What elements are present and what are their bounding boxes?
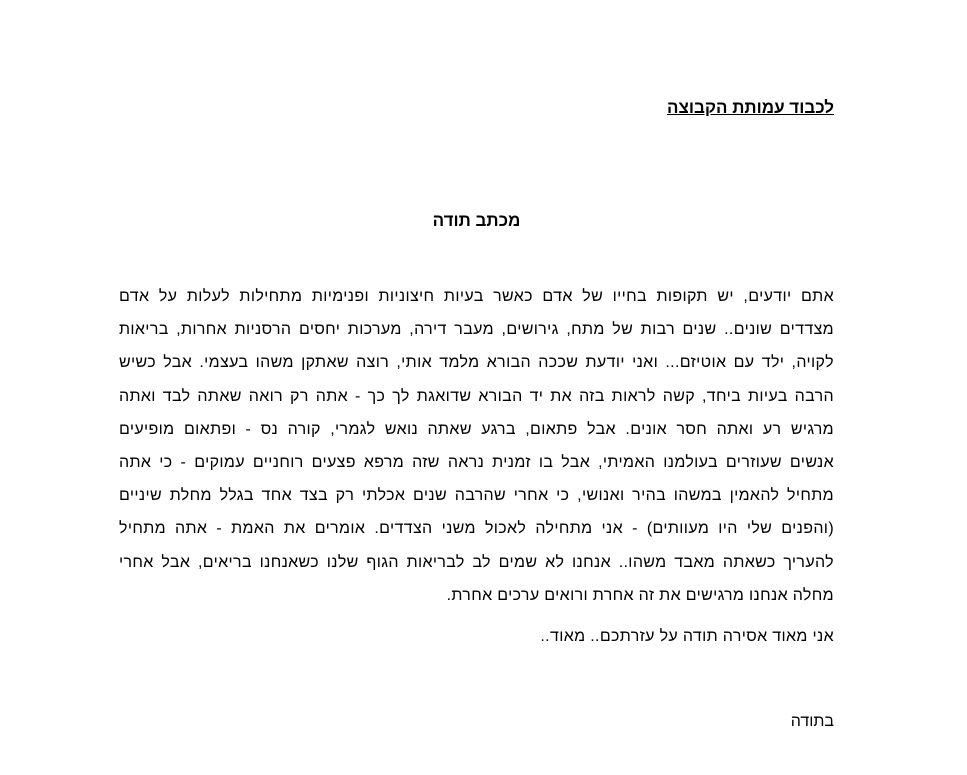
body-line: (והפנים שלי היו מעוותים) - אני מתחילה לאכול משני הצדדים. אומרים את האמת - אתה מתחיל <box>119 520 834 538</box>
letter-addressee: לכבוד עמותת הקבוצה <box>667 98 834 117</box>
body-line: מרגיש רע ואתה חסר אונים. אבל פתאום, ברגע שאתה נואש לגמרי, קורה נס - ופתאום מופיעים <box>119 420 834 438</box>
body-line: מצדדים שונים.. שנים רבות של מתח, גירושים, מעבר דירה, מערכות יחסים הרסניות אחרות, בריאות <box>119 321 834 339</box>
letter-title: מכתב תודה <box>432 211 521 230</box>
body-line: אנשים שעוזרים בעולמנו האמיתי, אבל בו זמנית נראה שזה מרפא פצעים רוחניים עמוקים - כי אתה <box>119 453 834 471</box>
letter-closing-line: אני מאוד אסירה תודה על עזרתכם.. מאוד.. <box>540 628 834 645</box>
body-line: לקויה, ילד עם אוטיזם... ואני יודעת שככה הבורא מלמד אותי, רוצה שאתקן משהו בעצמי. אבל כשיש <box>119 354 834 372</box>
body-line: אתם יודעים, יש תקופות בחייו של אדם כאשר בעיות חיצוניות ופנימיות מתחילות לעלות על אדם <box>119 288 834 305</box>
body-line: מתחיל להאמין במשהו בהיר ואנושי, כי אחרי שהרבה שנים אכלתי רק בצד אחד בגלל מחלת שיניים <box>119 487 834 505</box>
body-line: להעריך כשאתה מאבד משהו.. אנחנו לא שמים לב לבריאות הגוף שלנו כשאנחנו בריאים, אבל אחרי <box>119 553 834 571</box>
body-line: הרבה בעיות ביחד, קשה לראות בזה את יד הבורא שדואגת לך כך - אתה רק רואה שאתה לבד ואתה <box>119 387 834 405</box>
letter-signoff: בתודה <box>790 713 834 730</box>
body-line: מחלה אנחנו מרגישים את זה אחרת ורואים ערכים אחרת. <box>446 586 834 604</box>
letter-body <box>119 286 834 618</box>
